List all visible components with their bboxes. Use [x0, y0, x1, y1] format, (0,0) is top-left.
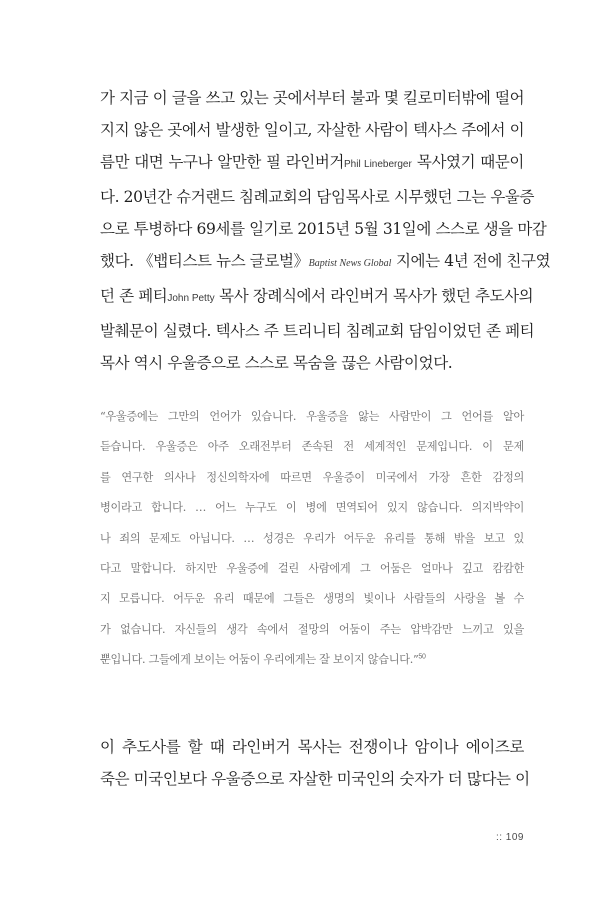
text-line: 목사 역시 우울증으로 스스로 목숨을 끊은 사람이었다. [100, 354, 453, 372]
block-quote [100, 402, 524, 676]
text-line: 으로 투병하다 69세를 일기로 2015년 5월 31일에 스스로 생을 마감 [100, 220, 547, 238]
text-segment: 름만 대면 누구나 알만한 필 라인버거 [100, 153, 344, 171]
text-line: 죽은 미국인보다 우울증으로 자살한 미국인의 숫자가 더 많다는 이 [100, 770, 530, 788]
quote-line: 듣습니다. 우울증은 아주 오래전부터 존속된 전 세계적인 문제입니다. 이 문제 [100, 440, 524, 454]
text-line: 가 지금 이 글을 쓰고 있는 곳에서부터 불과 몇 킬로미터밖에 떨어 [100, 89, 525, 107]
quote-line [100, 645, 524, 675]
quote-line: 나 죄의 문제도 아닙니다. … 성경은 우리가 어두운 유리를 통해 밖을 보고 있 [100, 531, 524, 545]
text-segment: 지에는 4년 전에 친구였 [391, 252, 551, 270]
quote-line: 를 연구한 의사나 정신의학자에 따르면 우울증이 미국에서 가장 흔한 감정의 [100, 470, 524, 484]
text-line: 다. 20년간 슈거랜드 침례교회의 담임목사로 시무했던 그는 우울증 [100, 188, 535, 206]
quote-line: “우울증에는 그만의 언어가 있습니다. 우울증을 앓는 사람만이 그 언어를 알아 [100, 410, 524, 423]
text-segment: 던 존 페티 [100, 287, 168, 305]
text-line [100, 146, 524, 181]
body-paragraph-1 [100, 82, 551, 379]
text-line [100, 245, 551, 280]
text-line: 발췌문이 실렸다. 텍사스 주 트리니티 침례교회 담임이었던 존 페티 [100, 322, 535, 340]
text-line: 지지 않은 곳에서 발생한 일이고, 자살한 사람이 텍사스 주에서 이 [100, 121, 525, 139]
foreign-name-annotation: Phil Lineberger [344, 159, 412, 170]
text-segment: 했다. 《뱁티스트 뉴스 글로벌》 [100, 252, 309, 270]
text-segment: 목사 장례식에서 라인버거 목사가 했던 추도사의 [214, 287, 534, 305]
text-segment: 목사였기 때문이 [411, 153, 524, 171]
page-number: :: 109 [495, 832, 524, 843]
quote-line: 가 없습니다. 자신들의 생각 속에서 절망의 어둠이 주는 압박감만 느끼고 있을 [100, 622, 524, 636]
quote-line: 다고 말합니다. 하지만 우울증에 걸린 사람에게 그 어둠은 얼마나 깊고 캄캄한 [100, 562, 524, 576]
text-line: 이 추도사를 할 때 라인버거 목사는 전쟁이나 암이나 에이즈로 [100, 738, 524, 756]
text-line [100, 280, 534, 315]
quote-line: 지 모릅니다. 어두운 유리 때문에 그들은 생명의 빛이나 사람들의 사랑을 볼 수 [100, 592, 524, 606]
foreign-title-annotation: Baptist News Global [308, 258, 392, 269]
footnote-reference: 50 [418, 653, 426, 661]
body-paragraph-2 [100, 731, 530, 795]
quote-text: 뿐입니다. 그들에게 보이는 어둠이 우리에게는 잘 보이지 않습니다.” [100, 653, 419, 667]
foreign-name-annotation: John Petty [167, 293, 215, 304]
quote-line: 병이라고 합니다. … 어느 누구도 이 병에 면역되어 있지 않습니다. 의지박약이 [100, 501, 524, 515]
